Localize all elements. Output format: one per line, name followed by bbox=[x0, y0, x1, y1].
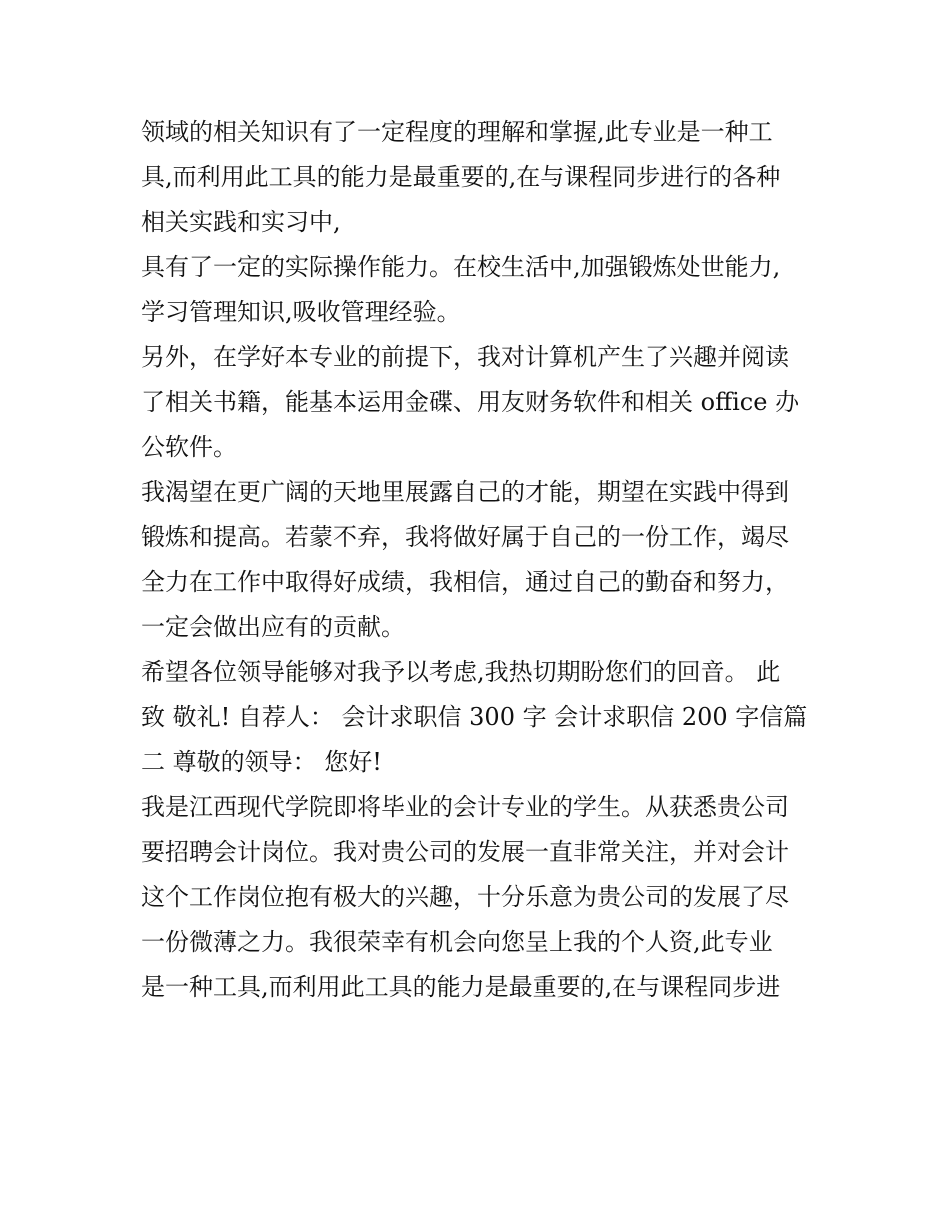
text-line: 一份微薄之力。我很荣幸有机会向您呈上我的个人资,此专业 bbox=[141, 928, 773, 956]
text-line: 具有了一定的实际操作能力。在校生活中,加强锻炼处世能力, bbox=[141, 253, 781, 281]
text-line: 全力在工作中取得好成绩，我相信，通过自己的勤奋和努力， bbox=[141, 568, 789, 596]
text-line: 公软件。 bbox=[141, 433, 237, 461]
text-line: 致 敬礼! 自荐人： 会计求职信 300 字 会计求职信 200 字信篇 bbox=[141, 703, 808, 731]
text-line: 是一种工具,而利用此工具的能力是最重要的,在与课程同步进 bbox=[141, 973, 781, 1001]
text-line: 了相关书籍，能基本运用金碟、用友财务软件和相关 office 办 bbox=[141, 388, 800, 416]
text-line: 另外，在学好本专业的前提下，我对计算机产生了兴趣并阅读 bbox=[141, 343, 789, 371]
text-line: 锻炼和提高。若蒙不弃，我将做好属于自己的一份工作，竭尽 bbox=[141, 523, 789, 551]
text-line: 相关实践和实习中, bbox=[141, 208, 341, 236]
document-body bbox=[141, 110, 821, 1010]
text-line: 我渴望在更广阔的天地里展露自己的才能，期望在实践中得到 bbox=[141, 478, 789, 506]
text-line: 领域的相关知识有了一定程度的理解和掌握,此专业是一种工 bbox=[141, 118, 773, 146]
text-line: 我是江西现代学院即将毕业的会计专业的学生。从获悉贵公司 bbox=[141, 793, 789, 821]
text-line: 要招聘会计岗位。我对贵公司的发展一直非常关注，并对会计 bbox=[141, 838, 789, 866]
text-line: 学习管理知识,吸收管理经验。 bbox=[141, 298, 461, 326]
text-line: 一定会做出应有的贡献。 bbox=[141, 613, 405, 641]
text-line: 二 尊敬的领导： 您好! bbox=[141, 748, 382, 776]
text-line: 希望各位领导能够对我予以考虑,我热切期盼您们的回音。 此 bbox=[141, 658, 781, 686]
text-line: 这个工作岗位抱有极大的兴趣，十分乐意为贵公司的发展了尽 bbox=[141, 883, 789, 911]
text-line: 具,而利用此工具的能力是最重要的,在与课程同步进行的各种 bbox=[141, 163, 781, 191]
